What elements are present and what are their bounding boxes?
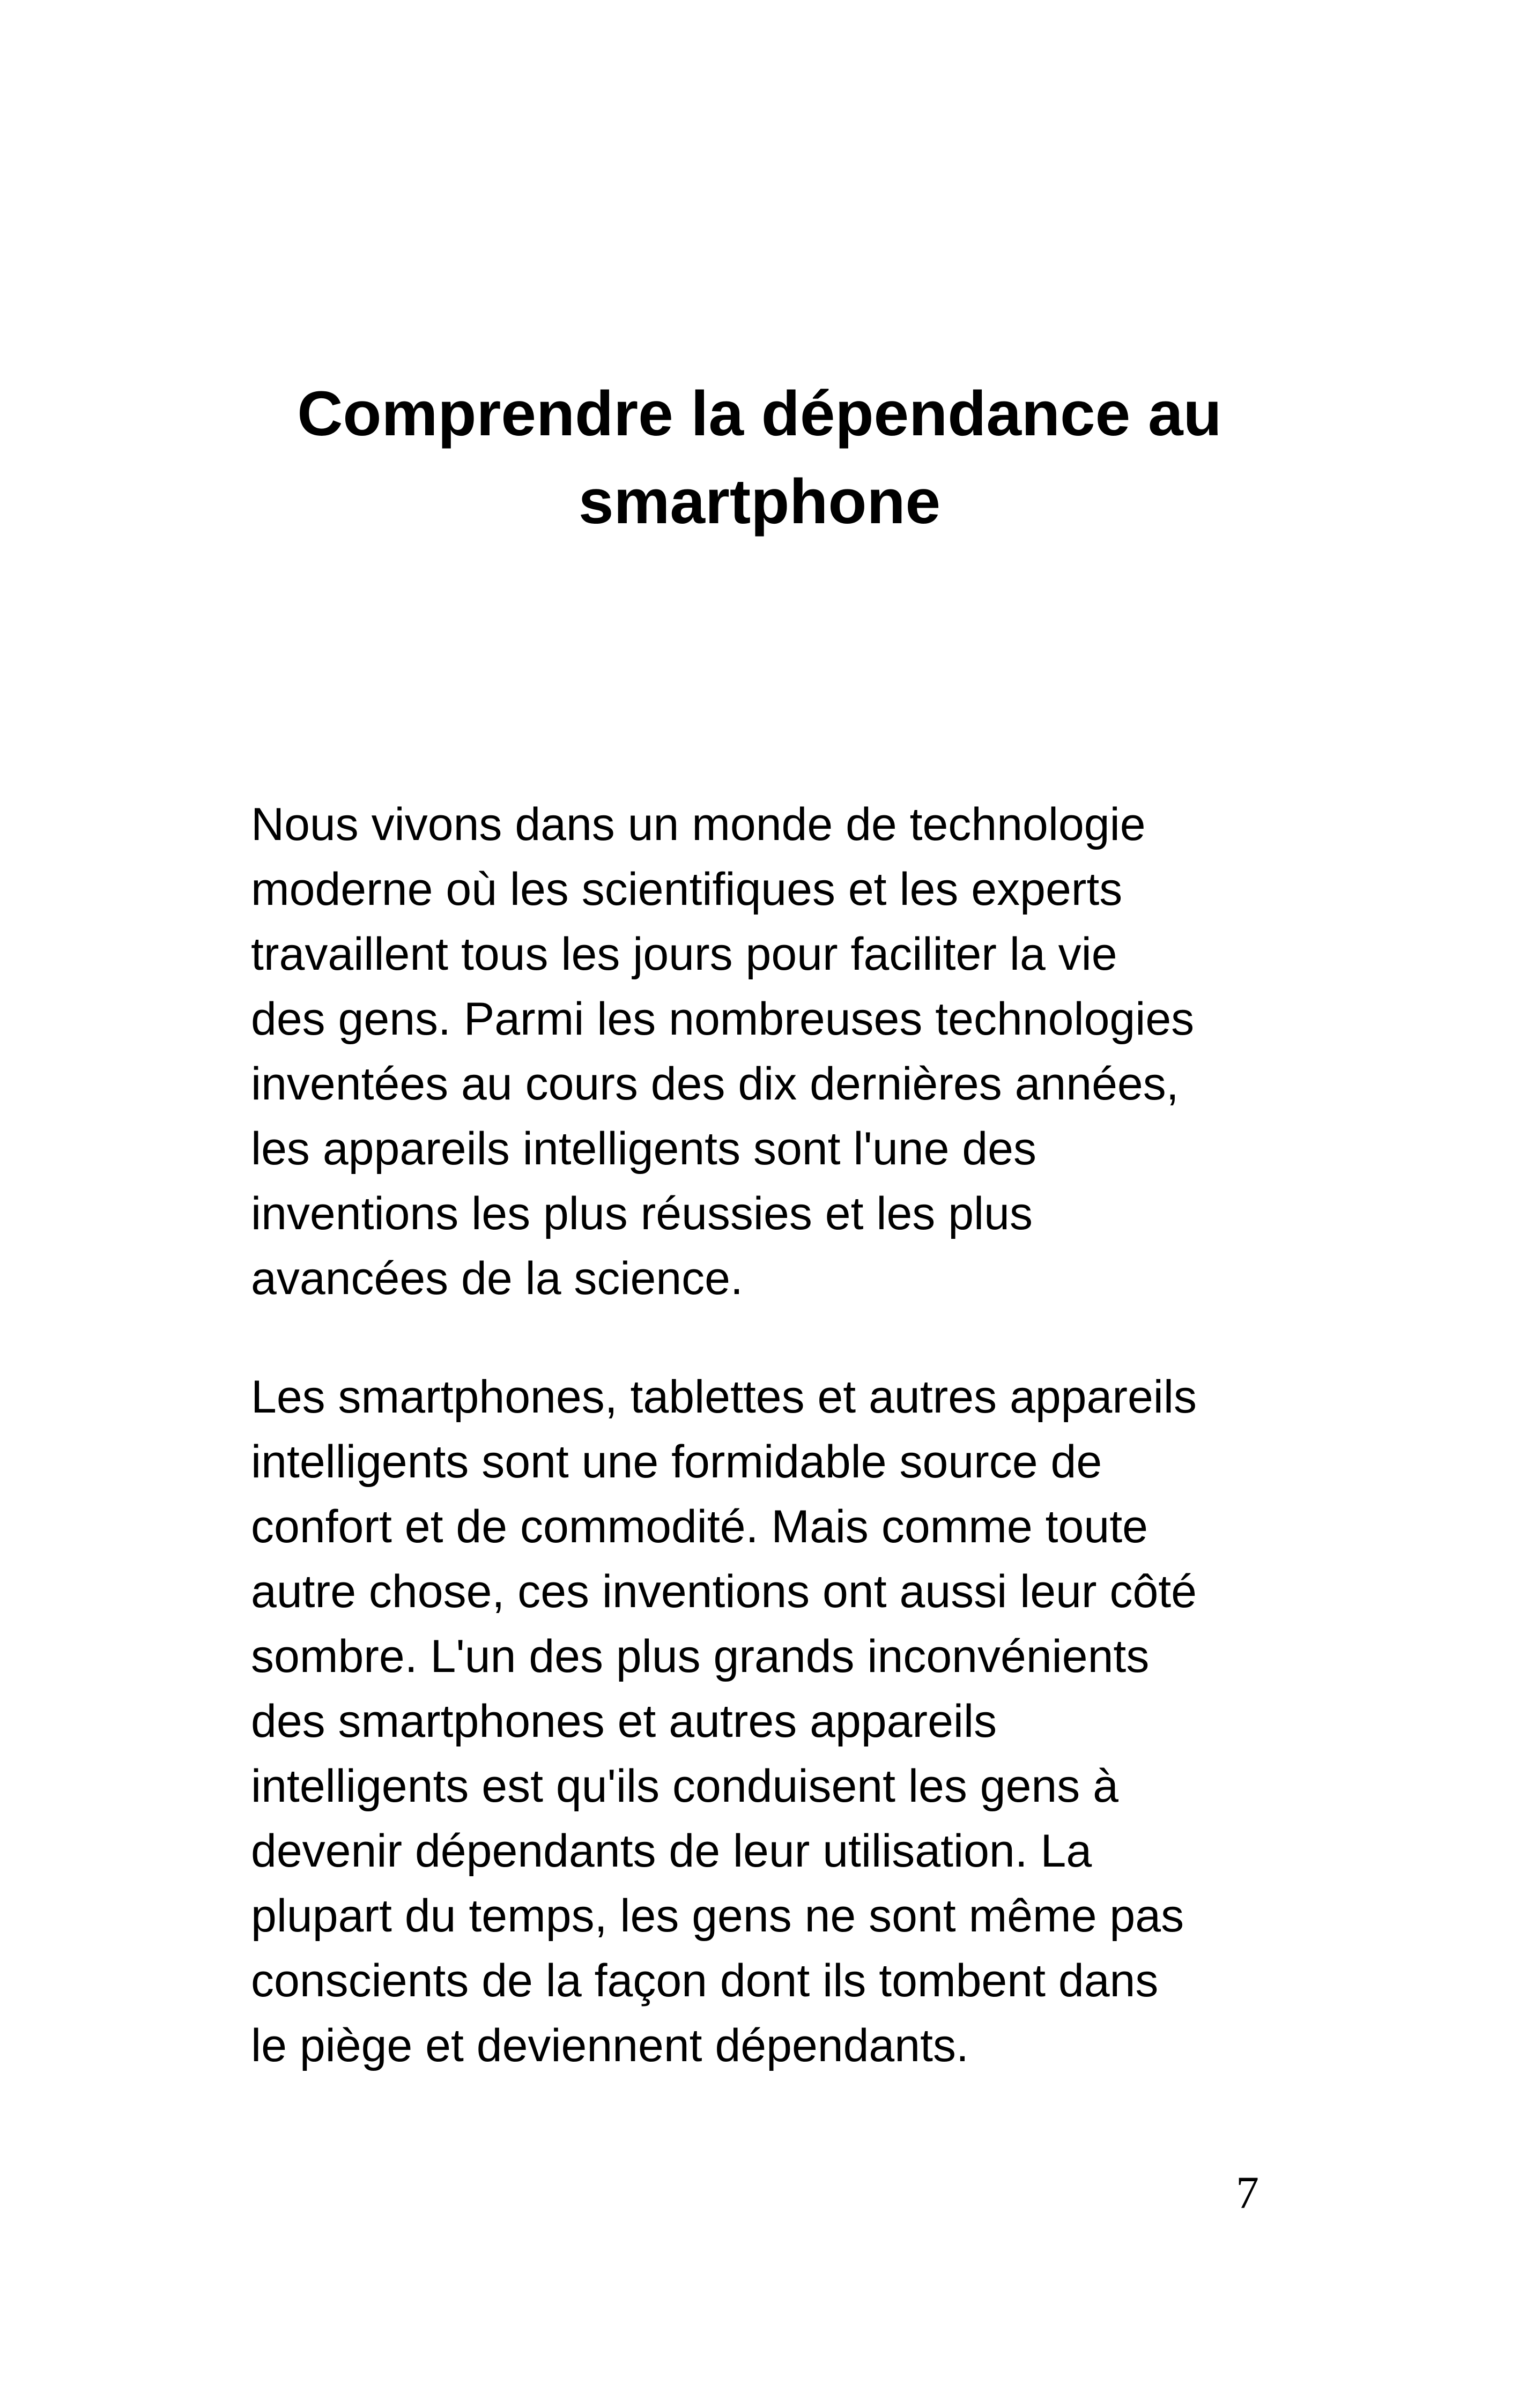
text-line: les appareils intelligents sont l'une des: [251, 1123, 1036, 1175]
text-line: autre chose, ces inventions ont aussi leur côté: [251, 1566, 1197, 1617]
paragraph-1: [251, 792, 1264, 1311]
text-line: des smartphones et autres appareils: [251, 1696, 997, 1747]
text-line: travaillent tous les jours pour faciliter la vie: [251, 928, 1117, 980]
chapter-title: [231, 370, 1288, 546]
text-line: intelligents est qu'ils conduisent les gens à: [251, 1760, 1118, 1812]
text-line: des gens. Parmi les nombreuses technologies: [251, 993, 1195, 1045]
text-line: Les smartphones, tablettes et autres appareils: [251, 1371, 1197, 1423]
chapter-body: [251, 792, 1264, 2078]
text-line: devenir dépendants de leur utilisation. La: [251, 1825, 1092, 1877]
text-line: intelligents sont une formidable source de: [251, 1436, 1102, 1488]
text-line: moderne où les scientifiques et les experts: [251, 864, 1123, 915]
chapter-title-line: Comprendre la dépendance au: [297, 378, 1222, 449]
text-line: conscients de la façon dont ils tombent dans: [251, 1955, 1159, 2006]
text-line: inventées au cours des dix dernières années,: [251, 1058, 1179, 1110]
text-line: sombre. L'un des plus grands inconvénients: [251, 1631, 1150, 1682]
text-line: plupart du temps, les gens ne sont même pas: [251, 1890, 1184, 1942]
chapter-title-line: smartphone: [578, 466, 941, 537]
text-line: le piège et deviennent dépendants.: [251, 2020, 969, 2071]
text-line: inventions les plus réussies et les plus: [251, 1188, 1033, 1239]
paragraph-2: [251, 1365, 1264, 2078]
text-line: confort et de commodité. Mais comme toute: [251, 1501, 1148, 1552]
page-number: 7: [1236, 2167, 1259, 2218]
text-line: Nous vivons dans un monde de technologie: [251, 799, 1146, 850]
text-line: avancées de la science.: [251, 1253, 743, 1304]
